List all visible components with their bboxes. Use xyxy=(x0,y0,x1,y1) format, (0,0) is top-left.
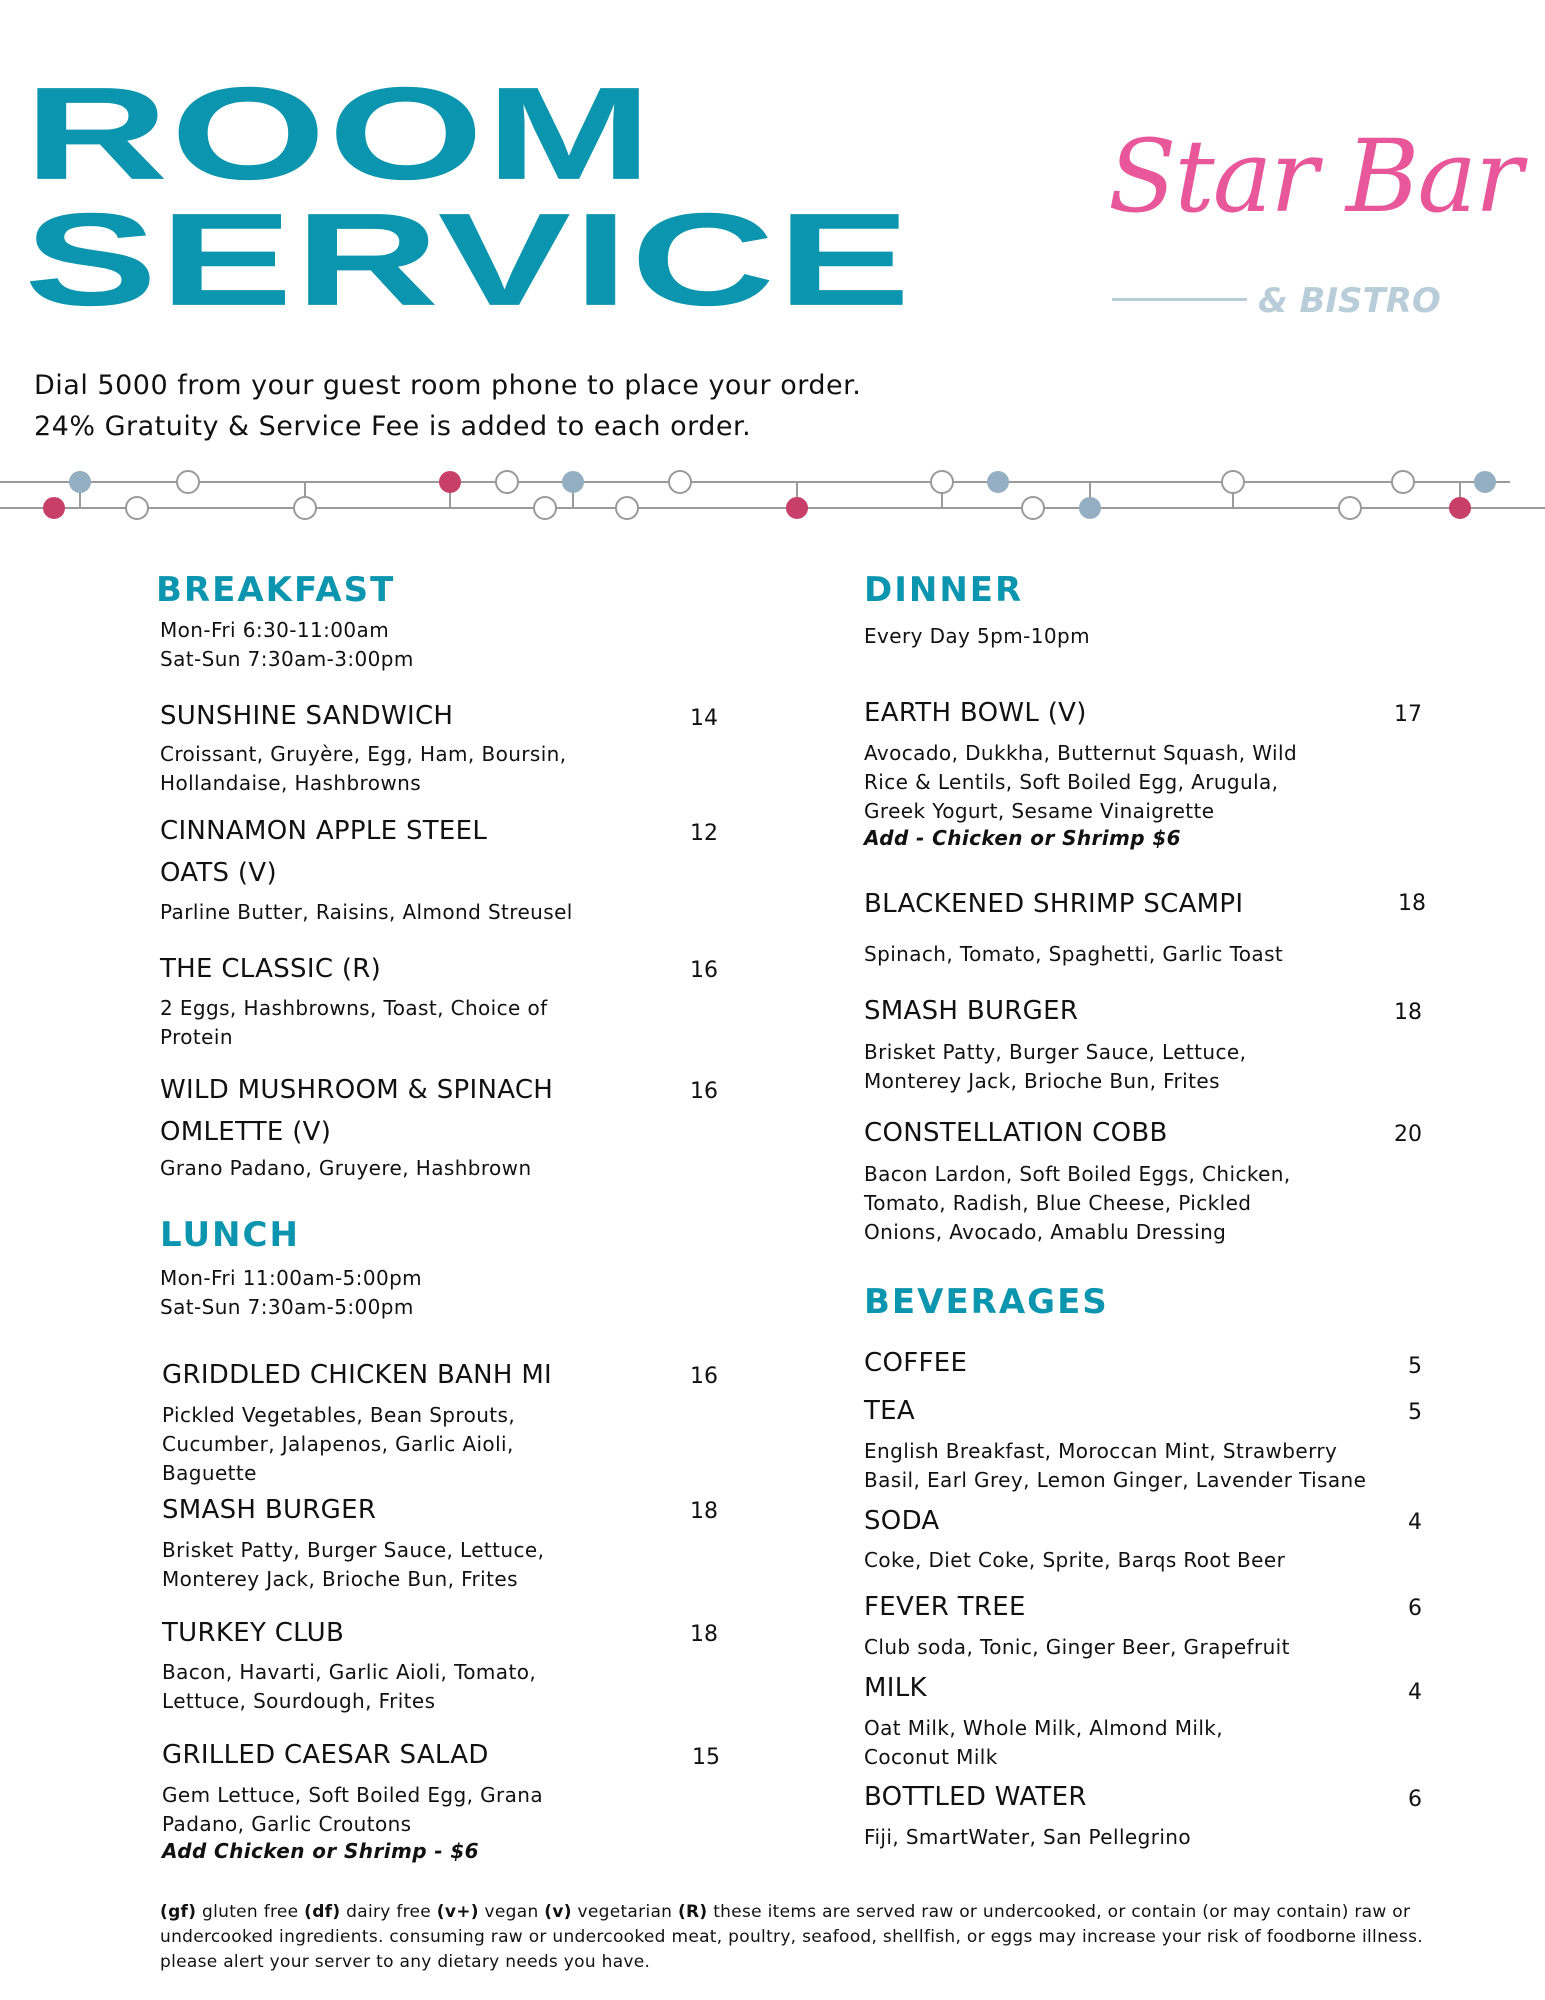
breakfast-hours-weekday: Mon-Fri 6:30-11:00am xyxy=(160,618,390,642)
menu-item-name: OATS (V) xyxy=(160,858,277,888)
menu-item-name: GRILLED CAESAR SALAD xyxy=(162,1740,489,1770)
menu-item-desc: Cucumber, Jalapenos, Garlic Aioli, xyxy=(162,1432,514,1456)
menu-item-name: BLACKENED SHRIMP SCAMPI xyxy=(864,889,1244,919)
menu-item-desc: Coke, Diet Coke, Sprite, Barqs Root Beer xyxy=(864,1548,1286,1572)
menu-item-desc: Tomato, Radish, Blue Cheese, Pickled xyxy=(864,1191,1252,1215)
menu-item-desc: Rice & Lentils, Soft Boiled Egg, Arugula, xyxy=(864,770,1279,794)
decorative-dots-divider xyxy=(0,460,1545,530)
menu-item-name: WILD MUSHROOM & SPINACH xyxy=(160,1075,554,1105)
menu-item-price: 6 xyxy=(1408,1596,1422,1621)
menu-item-price: 18 xyxy=(1394,1000,1422,1025)
menu-item-desc: Gem Lettuce, Soft Boiled Egg, Grana xyxy=(162,1783,544,1807)
menu-item-name: THE CLASSIC (R) xyxy=(160,954,382,984)
page-title-service: SERVICE xyxy=(24,186,913,334)
text-vegetarian: vegetarian xyxy=(571,1902,678,1922)
menu-item-desc: Monterey Jack, Brioche Bun, Frites xyxy=(162,1567,518,1591)
menu-item-desc: Spinach, Tomato, Spaghetti, Garlic Toast xyxy=(864,942,1284,966)
menu-item-desc: Onions, Avocado, Amablu Dressing xyxy=(864,1220,1227,1244)
menu-item-price: 4 xyxy=(1408,1510,1422,1535)
menu-item-price: 16 xyxy=(690,1079,718,1104)
menu-item-name: COFFEE xyxy=(864,1348,968,1378)
menu-item-desc: Fiji, SmartWater, San Pellegrino xyxy=(864,1825,1192,1849)
menu-item-desc: Padano, Garlic Croutons xyxy=(162,1812,412,1836)
menu-item-desc: Oat Milk, Whole Milk, Almond Milk, xyxy=(864,1716,1224,1740)
menu-item-addon: Add Chicken or Shrimp - $6 xyxy=(162,1839,479,1863)
logo-bistro-text: & BISTRO xyxy=(1258,281,1441,321)
menu-item-price: 16 xyxy=(690,1364,718,1389)
menu-item-name: EARTH BOWL (V) xyxy=(864,698,1087,728)
menu-item-price: 17 xyxy=(1394,702,1422,727)
menu-item-price: 18 xyxy=(690,1499,718,1524)
menu-item-desc: Monterey Jack, Brioche Bun, Frites xyxy=(864,1069,1220,1093)
page-title-room: ROOM xyxy=(24,60,655,208)
menu-item-desc: Baguette xyxy=(162,1461,257,1485)
menu-item-name: TEA xyxy=(864,1396,915,1426)
menu-item-price: 16 xyxy=(690,958,718,983)
menu-item-desc: Parline Butter, Raisins, Almond Streusel xyxy=(160,900,573,924)
lunch-hours-weekday: Mon-Fri 11:00am-5:00pm xyxy=(160,1266,423,1290)
menu-item-name: TURKEY CLUB xyxy=(162,1618,345,1648)
lunch-hours-weekend: Sat-Sun 7:30am-5:00pm xyxy=(160,1295,414,1319)
section-title-dinner: DINNER xyxy=(864,570,1024,610)
text-df: dairy free xyxy=(340,1902,437,1922)
menu-item-price: 20 xyxy=(1394,1122,1422,1147)
menu-item-name: MILK xyxy=(864,1673,927,1703)
menu-item-name: OMLETTE (V) xyxy=(160,1117,332,1147)
text-vegan: vegan xyxy=(478,1902,545,1922)
logo-rule xyxy=(1112,298,1247,301)
menu-item-desc: Bacon, Havarti, Garlic Aioli, Tomato, xyxy=(162,1660,537,1684)
menu-item-desc: Basil, Earl Grey, Lemon Ginger, Lavender Tisane xyxy=(864,1468,1367,1492)
menu-item-price: 15 xyxy=(692,1745,720,1770)
menu-item-name: CINNAMON APPLE STEEL xyxy=(160,816,488,846)
menu-item-name: BOTTLED WATER xyxy=(864,1782,1087,1812)
code-raw: (R) xyxy=(677,1902,708,1922)
section-title-beverages: BEVERAGES xyxy=(864,1282,1109,1322)
menu-item-desc: Pickled Vegetables, Bean Sprouts, xyxy=(162,1403,516,1427)
logo-script-text: Star Bar xyxy=(1108,118,1521,235)
text-gf: gluten free xyxy=(196,1902,305,1922)
section-title-lunch: LUNCH xyxy=(160,1215,300,1255)
dietary-disclaimer xyxy=(160,1900,1480,1975)
text-raw-warning: these items are served raw or undercooked, or contain (or may contain) raw or undercooked ingredients. consuming raw or undercooked meat, poultry, seafood, shellfish, or eggs may increase your risk of foodborne illness. please alert your server to any dietary needs you have. xyxy=(160,1902,1423,1972)
menu-item-name: CONSTELLATION COBB xyxy=(864,1118,1168,1148)
menu-item-name: SMASH BURGER xyxy=(864,996,1079,1026)
star-bar-logo xyxy=(1108,118,1521,321)
dinner-hours: Every Day 5pm-10pm xyxy=(864,624,1090,648)
menu-item-desc: Coconut Milk xyxy=(864,1745,998,1769)
menu-item-name: SUNSHINE SANDWICH xyxy=(160,701,454,731)
menu-item-desc: English Breakfast, Moroccan Mint, Strawberry xyxy=(864,1439,1338,1463)
menu-item-desc: Protein xyxy=(160,1025,233,1049)
menu-item-desc: Brisket Patty, Burger Sauce, Lettuce, xyxy=(864,1040,1247,1064)
menu-item-name: SODA xyxy=(864,1506,940,1536)
menu-item-price: 5 xyxy=(1408,1400,1422,1425)
intro-gratuity-text: 24% Gratuity & Service Fee is added to each order. xyxy=(34,411,752,442)
menu-item-desc: Bacon Lardon, Soft Boiled Eggs, Chicken, xyxy=(864,1162,1291,1186)
menu-item-price: 5 xyxy=(1408,1354,1422,1379)
intro-dial-text: Dial 5000 from your guest room phone to place your order. xyxy=(34,370,862,401)
menu-item-name: GRIDDLED CHICKEN BANH MI xyxy=(162,1360,553,1390)
menu-item-price: 4 xyxy=(1408,1680,1422,1705)
menu-item-desc: Grano Padano, Gruyere, Hashbrown xyxy=(160,1156,532,1180)
menu-item-price: 18 xyxy=(1398,891,1426,916)
menu-item-desc: Club soda, Tonic, Ginger Beer, Grapefruit xyxy=(864,1635,1290,1659)
menu-item-price: 14 xyxy=(690,706,718,731)
code-gf: (gf) xyxy=(160,1902,197,1922)
menu-item-desc: 2 Eggs, Hashbrowns, Toast, Choice of xyxy=(160,996,548,1020)
menu-item-desc: Lettuce, Sourdough, Frites xyxy=(162,1689,436,1713)
menu-item-addon: Add - Chicken or Shrimp $6 xyxy=(864,826,1181,850)
menu-item-name: SMASH BURGER xyxy=(162,1495,377,1525)
code-vegan: (v+) xyxy=(436,1902,479,1922)
menu-item-name: FEVER TREE xyxy=(864,1592,1026,1622)
section-title-breakfast: BREAKFAST xyxy=(156,570,396,610)
breakfast-hours-weekend: Sat-Sun 7:30am-3:00pm xyxy=(160,647,414,671)
code-df: (df) xyxy=(304,1902,341,1922)
menu-item-price: 6 xyxy=(1408,1787,1422,1812)
menu-item-desc: Avocado, Dukkha, Butternut Squash, Wild xyxy=(864,741,1298,765)
menu-item-desc: Croissant, Gruyère, Egg, Ham, Boursin, xyxy=(160,742,567,766)
menu-item-desc: Hollandaise, Hashbrowns xyxy=(160,771,422,795)
menu-item-desc: Brisket Patty, Burger Sauce, Lettuce, xyxy=(162,1538,545,1562)
menu-item-price: 12 xyxy=(690,821,718,846)
menu-item-desc: Greek Yogurt, Sesame Vinaigrette xyxy=(864,799,1215,823)
menu-item-price: 18 xyxy=(690,1622,718,1647)
code-vegetarian: (v) xyxy=(544,1902,572,1922)
